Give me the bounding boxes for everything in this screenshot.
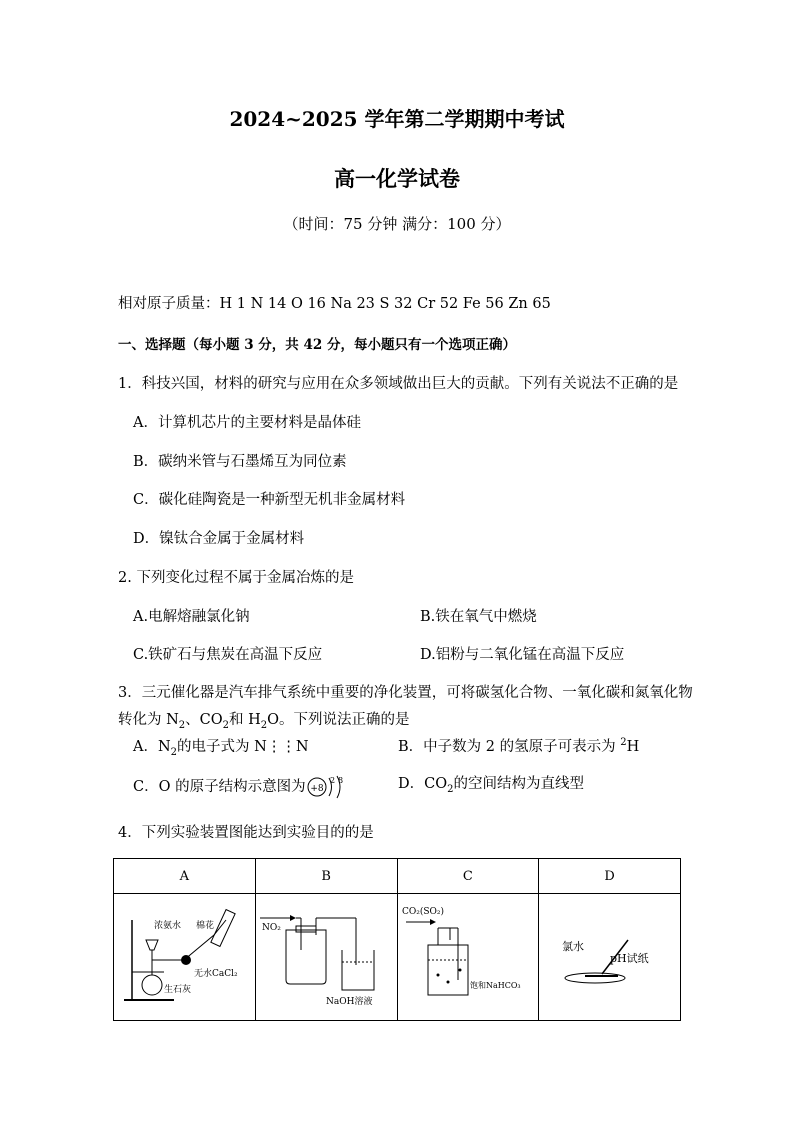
atomic-mass-line: 相对原子质量：H 1 N 14 O 16 Na 23 S 32 Cr 52 Fe 56 Zn 65 (118, 296, 551, 312)
svg-text:+8: +8 (309, 784, 324, 794)
q2-option-b: B.铁在氧气中燃烧 (420, 609, 537, 625)
q2-option-c: C.铁矿石与焦炭在高温下反应 (133, 647, 323, 663)
q1-option-a: A．计算机芯片的主要材料是晶体硅 (133, 415, 361, 431)
apparatus-c (397, 894, 539, 1021)
q2-option-a: A.电解熔融氯化钠 (133, 609, 250, 625)
q1-option-b: B．碳纳米管与石墨烯互为同位素 (133, 454, 347, 470)
oxygen-atom-structure-diagram (306, 772, 348, 802)
q4-apparatus-table (113, 858, 681, 1021)
apparatus-b (255, 894, 397, 1021)
apparatus-a-diagram (114, 900, 254, 1010)
col-header-c: C (397, 859, 539, 894)
q1-option-d: D．镍钛合金属于金属材料 (133, 531, 305, 547)
svg-text:无水CaCl₂: 无水CaCl₂ (194, 969, 238, 979)
q3-stem-line1: 3．三元催化器是汽车排气系统中重要的净化装置，可将碳氢化合物、一氧化碳和氮氧化物 (118, 685, 693, 701)
q1-option-c: C．碳化硅陶瓷是一种新型无机非金属材料 (133, 492, 406, 508)
exam-info: （时间：75 分钟 满分：100 分） (283, 215, 511, 233)
q3-option-d: D．$CO_2$的空间结构为直线型 (398, 776, 584, 795)
exam-title: 2024~2025 学年第二学期期中考试 (229, 107, 565, 131)
svg-text:饱和NaHCO₃: 饱和NaHCO₃ (469, 981, 521, 990)
svg-text:8: 8 (337, 776, 343, 785)
col-header-a: A (114, 859, 256, 894)
svg-text:NaOH溶液: NaOH溶液 (326, 997, 373, 1007)
svg-text:2: 2 (329, 776, 335, 785)
apparatus-b-diagram (256, 900, 396, 1010)
section-heading: 一、选择题（每小题 3 分，共 42 分，每小题只有一个选项正确） (118, 337, 516, 353)
q2-stem: 2. 下列变化过程不属于金属冶炼的是 (118, 570, 354, 586)
exam-subtitle: 高一化学试卷 (334, 166, 460, 191)
col-header-d: D (539, 859, 681, 894)
q2-option-d: D.铝粉与二氧化锰在高温下反应 (420, 647, 625, 663)
col-header-b: B (255, 859, 397, 894)
apparatus-c-diagram (398, 900, 538, 1010)
svg-text:NO₂: NO₂ (262, 923, 281, 933)
apparatus-d-diagram (540, 900, 680, 1010)
q3-option-a: A．$N_2$的电子式为 N⋮⋮N (133, 739, 309, 758)
svg-text:CO₂(SO₂): CO₂(SO₂) (401, 907, 444, 917)
svg-text:氯水: 氯水 (561, 940, 584, 953)
apparatus-a (114, 894, 256, 1021)
svg-text:浓氨水: 浓氨水 (154, 921, 182, 931)
q1-stem: 1．科技兴国，材料的研究与应用在众多领域做出巨大的贡献。下列有关说法不正确的是 (118, 376, 679, 392)
q3-option-c: C．O 的原子结构示意图为 +8 2 8 (133, 772, 348, 802)
svg-text:生石灰: 生石灰 (164, 985, 192, 995)
svg-text:pH试纸: pH试纸 (609, 952, 649, 965)
q3-stem-line2: 转化为 $N_2$、$CO_2$和 $H_2O$。下列说法正确的是 (118, 712, 410, 731)
q4-stem: 4．下列实验装置图能达到实验目的的是 (118, 825, 374, 841)
svg-text:棉花: 棉花 (196, 921, 215, 931)
q3-option-b: B．中子数为 2 的氢原子可表示为 $^2$H (398, 737, 640, 755)
apparatus-d (539, 894, 681, 1021)
